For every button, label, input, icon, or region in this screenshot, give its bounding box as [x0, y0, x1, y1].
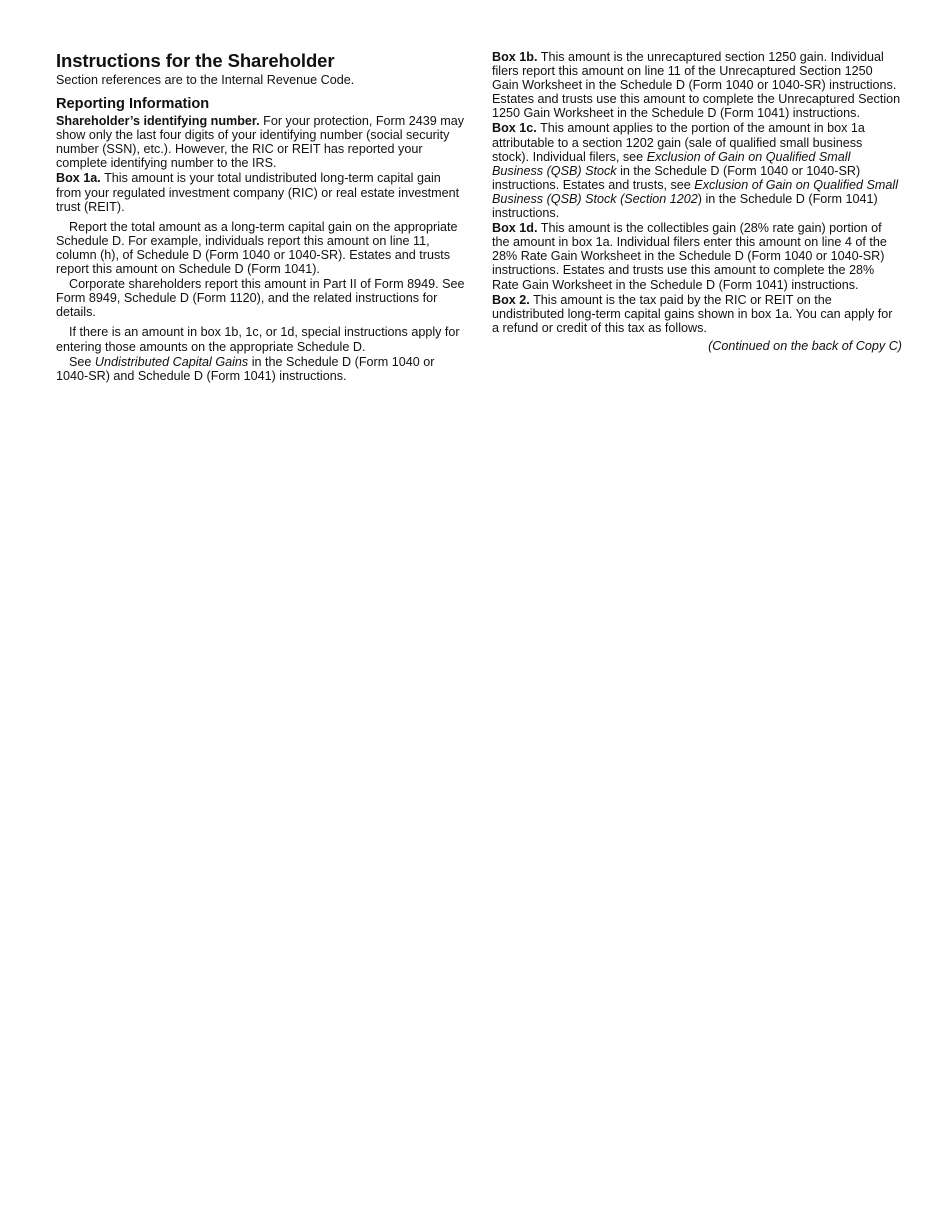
identifying-number-lead: Shareholder’s identifying number.: [56, 114, 260, 129]
corporate-shareholders-paragraph: Corporate shareholders report this amount in Part II of Form 8949. See Form 8949, Schedule D (Form 1120), and the related instructions for details.: [56, 277, 465, 320]
continued-note: (Continued on the back of Copy C): [708, 338, 902, 353]
right-column: [492, 50, 902, 353]
box-1c-text-1: This amount applies to the portion of the amount in box 1a attributable to a section 1202 gain (sale of qualified small business stock). Individual filers, see: [492, 121, 865, 164]
box-1a-paragraph: [56, 171, 466, 213]
box-2-paragraph: [492, 293, 902, 335]
identifying-number-paragraph: [56, 114, 466, 170]
box-1c-italic-2: Exclusion of Gain on Qualified Small Business (QSB) Stock (Section 1202: [492, 177, 898, 206]
box-1c-text-2: in the Schedule D (Form 1040 or 1040-SR) instructions. Estates and trusts, see: [492, 163, 861, 192]
box-1d-lead: Box 1d.: [492, 221, 538, 236]
see-undistributed-post: in the Schedule D (Form 1040 or 1040-SR) and Schedule D (Form 1041) instructions.: [56, 354, 435, 383]
box-1c-text-3: ) in the Schedule D (Form 1041) instructions.: [492, 191, 878, 221]
see-undistributed-pre: See: [69, 354, 95, 369]
box-1c-lead: Box 1c.: [492, 121, 537, 136]
section-references-note: Section references are to the Internal Revenue Code.: [56, 73, 355, 87]
box-1b-paragraph: [492, 50, 902, 120]
reporting-information-heading: Reporting Information: [56, 96, 210, 113]
box-2-lead: Box 2.: [492, 292, 530, 307]
box-1b-lead: Box 1b.: [492, 50, 538, 64]
report-total-paragraph: Report the total amount as a long-term capital gain on the appropriate Schedule D. For example, individuals report this amount on line 11, column (h), of Schedule D (Form 1040 or 1040-SR). Estates and trusts report this amount on Schedule D (Form 1041).: [56, 219, 458, 277]
identifying-number-text: For your protection, Form 2439 may show only the last four digits of your identifying number (social security number (SSN), etc.). However, the RIC or REIT has reported your complete identifying number to the IRS.: [56, 114, 465, 171]
left-column: [56, 50, 466, 384]
box-1a-text: This amount is your total undistributed long-term capital gain from your regulated investment company (RIC) or real estate investment trust (REIT).: [56, 171, 460, 214]
box-1c-italic-1: Exclusion of Gain on Qualified Small Business (QSB) Stock: [492, 149, 851, 178]
box-1c-paragraph: [492, 121, 902, 220]
box-1d-paragraph: [492, 221, 902, 291]
box-2-text: This amount is the tax paid by the RIC or REIT on the undistributed long-term capital gains shown in box 1a. You can apply for a refund or credit of this tax as follows.: [492, 292, 893, 335]
page-title: Instructions for the Shareholder: [56, 50, 335, 71]
see-undistributed-paragraph: [56, 355, 466, 383]
box-1a-lead: Box 1a.: [56, 171, 101, 186]
see-undistributed-italic: Undistributed Capital Gains: [94, 354, 249, 369]
special-instructions-paragraph: If there is an amount in box 1b, 1c, or 1d, special instructions apply for entering those amounts on the appropriate Schedule D.: [56, 325, 460, 354]
box-1b-text: This amount is the unrecaptured section 1250 gain. Individual filers report this amount on line 11 of the Unrecaptured Section 1250 Gain Worksheet in the Schedule D (Form 1040 or 1040-SR) instructions. Estates and trusts use this amount to complete the Unrecaptured Section 1250 Gain Worksheet in the Schedule D (Form 1041) instructions.: [492, 50, 901, 121]
box-1d-text: This amount is the collectibles gain (28% rate gain) portion of the amount in box 1a. Individual filers enter this amount on line 4 of the 28% Rate Gain Worksheet in the Schedule D (Form 1040 or 1040-SR) instructions. Estates and trusts use this amount to complete the 28% Rate Gain Worksheet in the Schedule D (Form 1041) instructions.: [492, 221, 887, 292]
